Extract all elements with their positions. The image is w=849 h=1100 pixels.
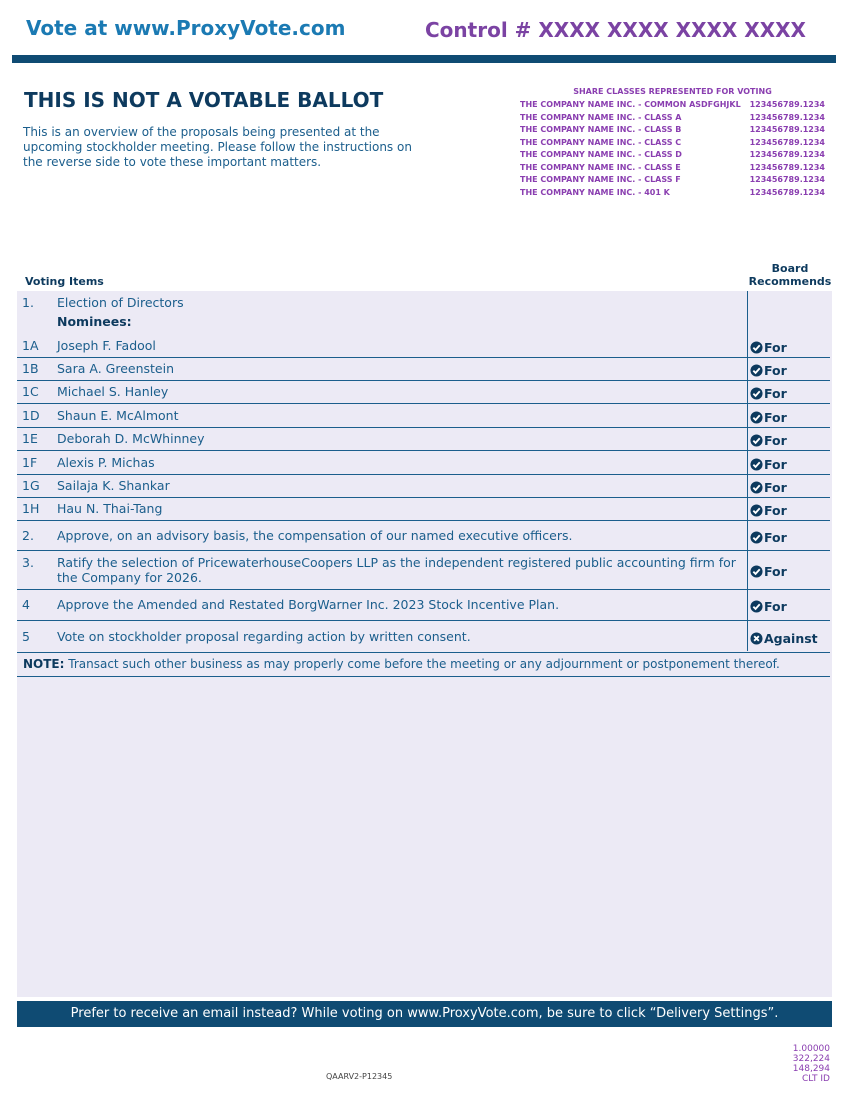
item-text: Vote on stockholder proposal regarding action by written consent. — [57, 629, 471, 644]
share-class-name: THE COMPANY NAME INC. - CLASS E — [520, 162, 681, 172]
voting-item-row — [17, 403, 830, 428]
voting-item-row — [17, 380, 830, 404]
check-circle-icon — [750, 600, 764, 613]
recommendation-label: For — [764, 503, 787, 518]
item-text: Hau N. Thai-Tang — [57, 501, 163, 516]
recommendation-label: For — [764, 530, 787, 545]
meta-line: 1.00000 — [792, 1044, 830, 1054]
note-text: Transact such other business as may properly come before the meeting or any adjournment or postponement thereof. — [64, 657, 780, 671]
control-number: Control # XXXX XXXX XXXX XXXX — [425, 18, 806, 42]
share-class-row — [520, 124, 825, 137]
election-row — [17, 291, 830, 334]
board-recommends-header: Board Recommends — [748, 262, 832, 288]
item-number: 1G — [22, 478, 40, 493]
vote-url-header: Vote at www.ProxyVote.com — [26, 16, 346, 40]
election-label: Election of Directors — [57, 295, 184, 310]
recommendation-label: For — [764, 599, 787, 614]
recommendation-label: For — [764, 363, 787, 378]
email-delivery-banner: Prefer to receive an email instead? While voting on www.ProxyVote.com, be sure to click “Delivery Settings”. — [17, 1001, 832, 1027]
share-class-row — [520, 162, 825, 175]
item-text: Deborah D. McWhinney — [57, 431, 205, 446]
board-recommendation — [750, 410, 787, 425]
item-text: Joseph F. Fadool — [57, 338, 156, 353]
page-title: THIS IS NOT A VOTABLE BALLOT — [24, 88, 384, 112]
board-recommendation — [750, 530, 787, 545]
item-number: 1H — [22, 501, 40, 516]
voting-item-row — [17, 474, 830, 498]
voting-item-row — [17, 334, 830, 358]
item-number: 1D — [22, 408, 40, 423]
board-recommendation — [750, 433, 787, 448]
note-label: NOTE: — [23, 657, 65, 671]
check-circle-icon — [750, 504, 764, 517]
share-class-row — [520, 187, 825, 200]
x-circle-icon — [750, 632, 764, 645]
item-number: 2. — [22, 528, 34, 543]
recommendation-label: For — [764, 564, 787, 579]
share-class-value: 123456789.1234 — [749, 150, 825, 159]
recommendation-label: For — [764, 457, 787, 472]
board-recommendation — [750, 503, 787, 518]
share-class-name: THE COMPANY NAME INC. - CLASS A — [520, 112, 682, 122]
item-number: 1B — [22, 361, 39, 376]
note-divider — [17, 676, 830, 677]
recommendation-label: For — [764, 340, 787, 355]
check-circle-icon — [750, 434, 764, 447]
share-class-row — [520, 174, 825, 187]
note — [23, 657, 780, 671]
item-number: 5 — [22, 629, 30, 644]
board-recommendation — [750, 363, 787, 378]
share-class-value: 123456789.1234 — [749, 162, 825, 172]
check-circle-icon — [750, 458, 764, 471]
item-text: Approve the Amended and Restated BorgWarner Inc. 2023 Stock Incentive Plan. — [57, 597, 560, 612]
share-class-row — [520, 112, 825, 125]
share-class-name: THE COMPANY NAME INC. - COMMON ASDFGHJKL — [520, 100, 741, 109]
share-class-name: THE COMPANY NAME INC. - CLASS C — [520, 137, 682, 147]
share-class-value: 123456789.1234 — [749, 112, 825, 122]
meta-line: 322,224 — [792, 1054, 830, 1064]
voting-item-row — [17, 357, 830, 381]
voting-items-header: Voting Items — [25, 275, 104, 288]
check-circle-icon — [750, 364, 764, 377]
share-class-value: 123456789.1234 — [749, 175, 825, 184]
board-recommendation — [750, 457, 787, 472]
share-class-row — [520, 137, 825, 150]
item-text: Ratify the selection of PricewaterhouseCoopers LLP as the independent registered public accounting firm for the Company for 2026. — [57, 555, 736, 585]
voting-item-row — [17, 620, 830, 653]
meta-block — [760, 1044, 830, 1084]
voting-item-row — [17, 589, 830, 621]
voting-item-row — [17, 550, 830, 590]
check-circle-icon — [750, 481, 764, 494]
recommendation-label: For — [764, 480, 787, 495]
item-number: 3. — [22, 555, 34, 570]
share-classes-title: SHARE CLASSES REPRESENTED FOR VOTING — [573, 87, 772, 96]
check-circle-icon — [750, 341, 764, 354]
voting-item-row — [17, 427, 830, 451]
recommendation-label: For — [764, 386, 787, 401]
recommendation-label: For — [764, 433, 787, 448]
share-class-value: 123456789.1234 — [749, 137, 825, 147]
board-recommendation — [750, 386, 787, 401]
item-text: Sara A. Greenstein — [57, 361, 174, 376]
board-recommendation — [750, 340, 787, 355]
share-class-name: THE COMPANY NAME INC. - CLASS D — [520, 150, 682, 159]
share-classes-box — [520, 87, 825, 199]
intro-text: This is an overview of the proposals being presented at the upcoming stockholder meeting. Please follow the instructions on the reverse side to vote these important matters. — [23, 125, 412, 169]
share-class-value: 123456789.1234 — [749, 100, 825, 109]
check-circle-icon — [750, 387, 764, 400]
item-number: 1A — [22, 338, 39, 353]
share-class-name: THE COMPANY NAME INC. - 401 K — [520, 187, 670, 197]
share-class-row — [520, 149, 825, 162]
recommendation-label: For — [764, 410, 787, 425]
item-number: 1C — [22, 384, 39, 399]
item-text: Sailaja K. Shankar — [57, 478, 170, 493]
meta-line: 148,294 — [792, 1064, 830, 1074]
board-recommendation — [750, 564, 787, 579]
share-class-value: 123456789.1234 — [749, 187, 825, 197]
nominees-label: Nominees: — [57, 314, 132, 329]
check-circle-icon — [750, 531, 764, 544]
header-divider — [12, 55, 836, 63]
item-text: Approve, on an advisory basis, the compensation of our named executive officers. — [57, 528, 573, 543]
item-text: Michael S. Hanley — [57, 384, 169, 399]
item-text: Alexis P. Michas — [57, 455, 155, 470]
check-circle-icon — [750, 565, 764, 578]
share-class-row — [520, 99, 825, 112]
item-number: 1F — [22, 455, 38, 470]
board-recommendation — [750, 631, 818, 646]
share-class-value: 123456789.1234 — [749, 125, 825, 134]
board-recommendation — [750, 480, 787, 495]
item-number: 1E — [22, 431, 38, 446]
voting-item-row — [17, 520, 830, 551]
voting-item-row — [17, 497, 830, 521]
board-recommendation — [750, 599, 787, 614]
meta-line: CLT ID — [801, 1074, 830, 1084]
item-text: Shaun E. McAlmont — [57, 408, 179, 423]
item-number: 4 — [22, 597, 30, 612]
check-circle-icon — [750, 411, 764, 424]
recommendation-label: Against — [764, 631, 818, 646]
share-class-name: THE COMPANY NAME INC. - CLASS F — [520, 175, 681, 184]
share-class-name: THE COMPANY NAME INC. - CLASS B — [520, 125, 682, 134]
voting-item-row — [17, 450, 830, 475]
document-code: QAARV2-P12345 — [326, 1072, 393, 1081]
election-number: 1. — [22, 295, 34, 310]
